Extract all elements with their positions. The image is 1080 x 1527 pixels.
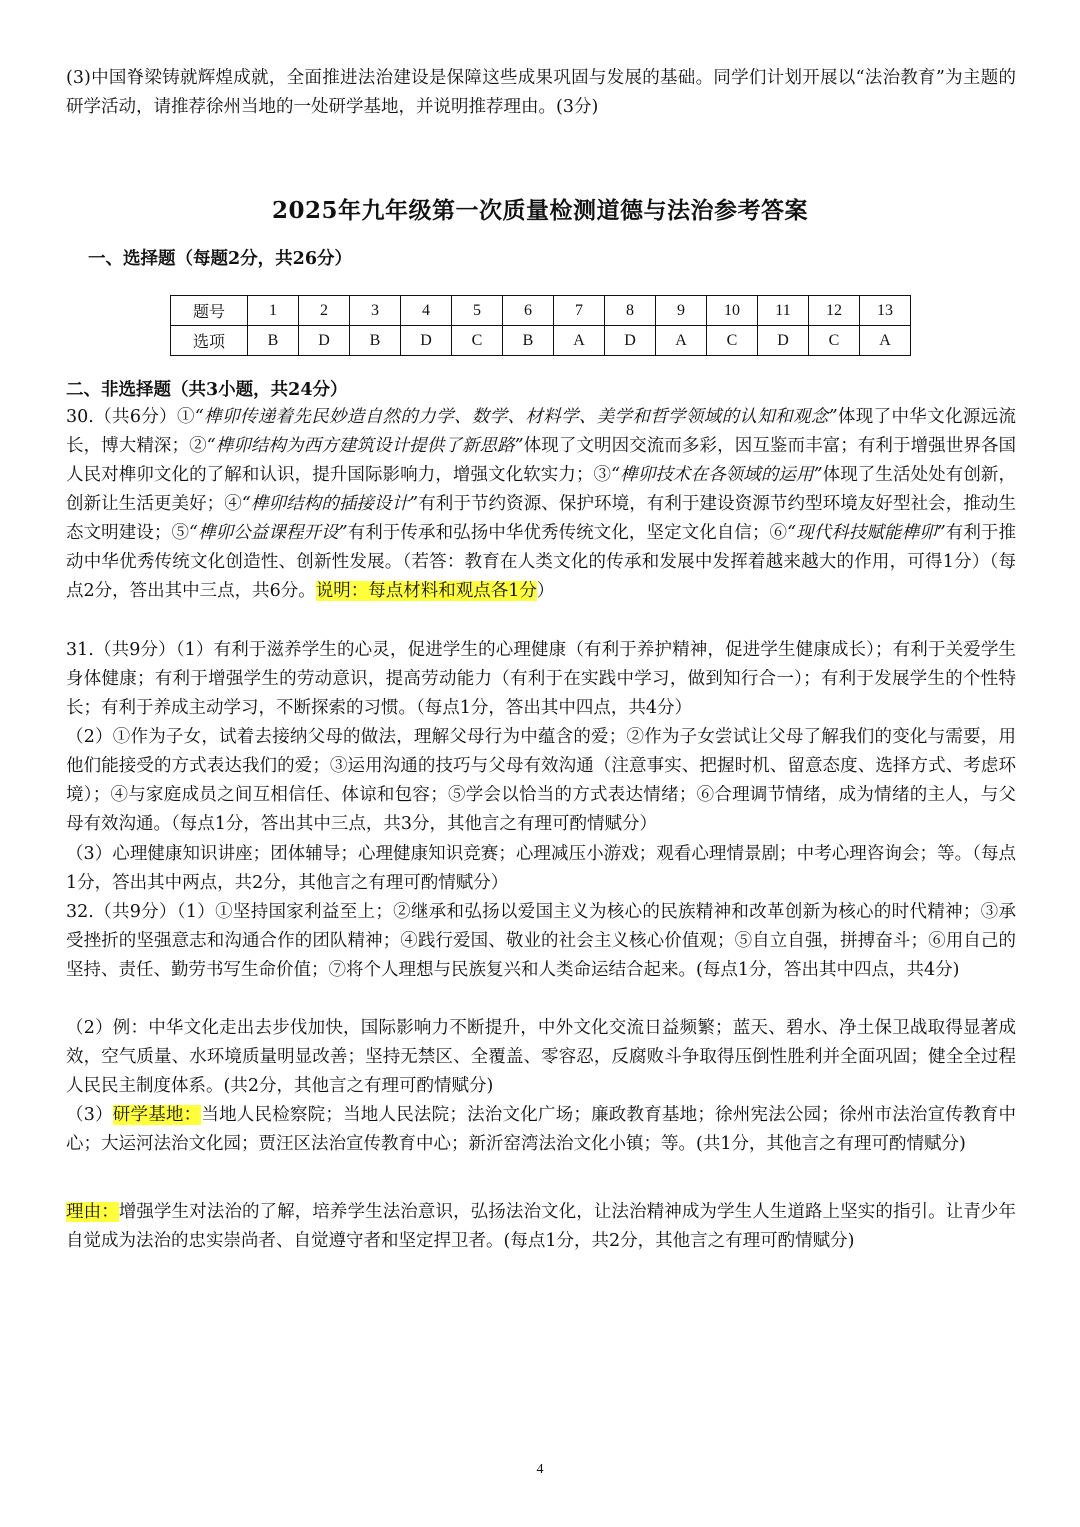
question-number-cell: 8 [605,296,656,326]
answer-q31-part1: 31.（共9分）（1）有利于滋养学生的心灵，促进学生的心理健康（有利于养护精神，促进学生健康成长）；有利于关爱学生身体健康；有利于增强学生的劳动意识，提高劳动能力（有利于在实践中学习，做到知行合一）；有利于发展学生的个性特长；有利于养成主动学习，不断探索的习惯。（每点1分，答出其中四点，共4分） [66,640,1016,718]
q30-text: 有利于节约资源、保护环境，有利于建设资源节约型环境友好型社会，推动生态文明建设；⑤ [66,494,1016,543]
answer-cell: A [860,326,911,356]
q30-text: ） [536,581,555,601]
highlighted-label: 理由： [66,1202,119,1222]
answer-cell: D [758,326,809,356]
q30-text: 体现了生活处处有创新，创新让生活更美好；④ [66,465,1016,514]
question-number-cell: 13 [860,296,911,326]
answer-cell: B [503,326,554,356]
q32-part3-prefix: （3） [66,1105,113,1125]
answer-q32-part1: 32.（共9分）（1）①坚持国家利益至上；②继承和弘扬以爱国主义为核心的民族精神和改革创新为核心的时代精神；③承受挫折的坚强意志和沟通合作的团队精神；④践行爱国、敬业的社会主义核心价值观；⑤自立自强，拼搏奋斗；⑥用自己的坚持、责任、勤劳书写生命价值；⑦将个人理想与民族复兴和人类命运结合起来。(每点1分，答出其中四点，共4分) [66,902,1016,980]
q30-text: 有利于推动中华优秀传统文化创造性、创新性发展。（若答：教育在人类文化的传承和发展中发挥着越来越大的作用，可得1分）（每点2分，答出其中三点，共6分。 [66,523,1016,601]
answer-cell: C [452,326,503,356]
question-number-cell: 1 [248,296,299,326]
answer-cell: C [707,326,758,356]
q30-quote: “榫卯结构为西方建筑设计提供了新思路” [206,436,524,456]
answer-table [170,295,911,356]
question-number-cell: 9 [656,296,707,326]
question-number-cell: 7 [554,296,605,326]
answer-q32-part3 [66,1101,1016,1159]
section-choice-heading: 一、选择题（每题2分，共26分） [88,249,353,269]
table-header-cell: 题号 [171,296,248,326]
top-question: (3)中国脊梁铸就辉煌成就，全面推进法治建设是保障这些成果巩固与发展的基础。同学们计划开展以“法治教育”为主题的研学活动，请推荐徐州当地的一处研学基地，并说明推荐理由。(3分) [66,68,1016,117]
table-row-numbers [171,296,911,326]
q32-reason-text: 增强学生对法治的了解，培养学生法治意识，弘扬法治文化，让法治精神成为学生人生道路上坚实的指引。让青少年自觉成为法治的忠实崇尚者、自觉遵守者和坚定捍卫者。(每点1分，共2分，其他言之有理可酌情赋分) [66,1202,1017,1251]
question-number-cell: 6 [503,296,554,326]
page-title: 2025年九年级第一次质量检测道德与法治参考答案 [271,197,808,224]
q30-quote: “榫卯公益课程开设” [189,523,348,543]
answer-q32-reason [66,1198,1016,1256]
highlighted-note: 说明：每点材料和观点各1分 [315,581,537,601]
highlighted-label: 研学基地： [112,1105,202,1125]
answer-cell: B [248,326,299,356]
table-row-answers [171,326,911,356]
answer-cell: D [401,326,452,356]
question-number-cell: 11 [758,296,809,326]
table-header-cell: 选项 [171,326,248,356]
question-number-cell: 12 [809,296,860,326]
answer-q31-part2: （2）①作为子女，试着去接纳父母的做法，理解父母行为中蕴含的爱；②作为子女尝试让父母了解我们的变化与需要，用他们能接受的方式表达我们的爱；③运用沟通的技巧与父母有效沟通（注意事实、把握时机、留意态度、选择方式、考虑环境）；④与家庭成员之间互相信任、体谅和包容；⑤学会以恰当的方式表达情绪；⑥合理调节情绪，成为情绪的主人，与父母有效沟通。（每点1分，答出其中三点，共3分，其他言之有理可酌情赋分） [66,727,1016,834]
question-number-cell: 4 [401,296,452,326]
answer-q32-part2: （2）例：中华文化走出去步伐加快，国际影响力不断提升，中外文化交流日益频繁；蓝天、碧水、净土保卫战取得显著成效，空气质量、水环境质量明显改善；坚持无禁区、全覆盖、零容忍，反腐败斗争取得压倒性胜利并全面巩固；健全全过程人民民主制度体系。(共2分，其他言之有理可酌情赋分) [66,1018,1016,1096]
answer-cell: A [554,326,605,356]
answer-cell: C [809,326,860,356]
q32-part3-text: 当地人民检察院；当地人民法院；法治文化广场；廉政教育基地；徐州宪法公园；徐州市法治宣传教育中心；大运河法治文化园；贾汪区法治宣传教育中心；新沂窑湾法治文化小镇；等。(共1分，其他言之有理可酌情赋分) [66,1105,1017,1154]
question-number-cell: 2 [299,296,350,326]
answer-cell: D [605,326,656,356]
section-nonchoice-heading: 二、非选择题（共3小题，共24分） [66,380,348,400]
q30-quote: “榫卯传递着先民妙造自然的力学、数学、材料学、美学和哲学领域的认知和观念” [194,407,838,427]
answer-cell: B [350,326,401,356]
answer-q30 [66,403,1016,606]
q30-text: 有利于传承和弘扬中华优秀传统文化，坚定文化自信；⑥ [347,523,788,543]
question-number-cell: 5 [452,296,503,326]
q30-quote: “榫卯技术在各领域的运用” [611,465,823,485]
q30-text: 体现了中华文化源远流长，博大精深；② [66,407,1017,456]
q30-quote: “现代科技赋能榫卯” [787,523,946,543]
q30-quote: “榫卯结构的插接设计” [241,494,419,514]
page-number: 4 [536,1462,544,1477]
question-number-cell: 10 [707,296,758,326]
answer-cell: A [656,326,707,356]
q30-text: 体现了文明因交流而多彩，因互鉴而丰富；有利于增强世界各国人民对榫卯文化的了解和认识，提升国际影响力，增强文化软实力；③ [66,436,1017,485]
q30-text: 30.（共6分）① [66,407,195,427]
answer-cell: D [299,326,350,356]
answer-q31-part3: （3）心理健康知识讲座；团体辅导；心理健康知识竞赛；心理减压小游戏；观看心理情景剧；中考心理咨询会；等。（每点1分，答出其中两点，共2分，其他言之有理可酌情赋分） [66,844,1016,893]
question-number-cell: 3 [350,296,401,326]
